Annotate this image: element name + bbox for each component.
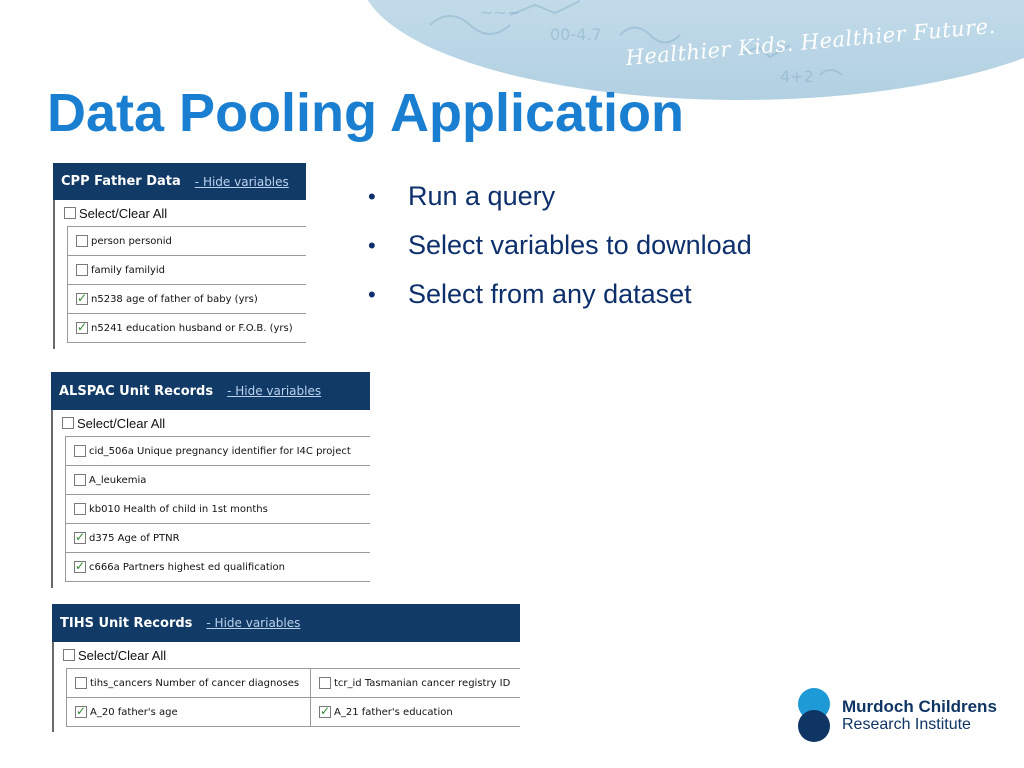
variables-table (67, 226, 306, 343)
table-row (67, 698, 521, 727)
table-row (66, 466, 371, 495)
panel-title: CPP Father Data (61, 174, 181, 189)
select-all-checkbox[interactable] (63, 649, 75, 661)
variable-checkbox[interactable] (76, 264, 88, 276)
hide-variables-link[interactable]: - Hide variables (206, 616, 301, 630)
panel-header (52, 604, 520, 642)
variable-label: n5238 age of father of baby (yrs) (91, 293, 258, 305)
variable-checkbox-checked[interactable] (74, 561, 86, 573)
logo-subtitle: Research Institute (842, 716, 971, 733)
select-clear-all[interactable] (55, 200, 306, 226)
variable-checkbox-checked[interactable] (75, 706, 87, 718)
table-row (66, 495, 371, 524)
variable-checkbox[interactable] (74, 474, 86, 486)
bullet-dot-icon: • (368, 281, 376, 307)
slide-title: Data Pooling Application (47, 83, 685, 143)
bullet-list (368, 172, 752, 319)
table-row (67, 669, 521, 698)
svg-text:00-4.7: 00-4.7 (550, 25, 602, 44)
table-row (66, 553, 371, 582)
variable-label: A_20 father's age (90, 706, 178, 718)
select-all-label: Select/Clear All (77, 415, 166, 431)
hide-variables-link[interactable]: - Hide variables (194, 174, 289, 189)
variable-label: A_21 father's education (334, 706, 453, 718)
variables-table (66, 668, 520, 727)
variable-checkbox-checked[interactable] (319, 706, 331, 718)
select-all-checkbox[interactable] (62, 417, 74, 429)
panel-alspac-unit-records (51, 372, 370, 588)
hide-variables-link[interactable]: - Hide variables (227, 384, 322, 398)
logo-name: Murdoch Childrens (842, 697, 997, 716)
variable-checkbox-checked[interactable] (76, 293, 88, 305)
select-clear-all[interactable] (54, 642, 520, 668)
table-row (66, 524, 371, 553)
variable-checkbox[interactable] (319, 677, 331, 689)
select-clear-all[interactable] (53, 410, 370, 436)
select-all-label: Select/Clear All (79, 205, 168, 221)
bullet-text: Run a query (408, 181, 556, 211)
svg-text:4+2: 4+2 (780, 67, 814, 86)
variable-label: c666a Partners highest ed qualification (89, 561, 286, 573)
variable-label: d375 Age of PTNR (89, 532, 180, 544)
variable-label: A_leukemia (89, 474, 147, 486)
bullet-text: Select variables to download (408, 230, 752, 260)
select-all-label: Select/Clear All (78, 647, 167, 663)
variable-checkbox[interactable] (76, 235, 88, 247)
variable-checkbox[interactable] (74, 503, 86, 515)
variable-checkbox[interactable] (74, 445, 86, 457)
table-row (66, 437, 371, 466)
panel-body (51, 410, 370, 588)
bullet-dot-icon: • (368, 183, 376, 209)
variable-label: kb010 Health of child in 1st months (89, 503, 268, 515)
bullet-dot-icon: • (368, 232, 376, 258)
table-row (68, 285, 307, 314)
variable-checkbox-checked[interactable] (74, 532, 86, 544)
panel-title: ALSPAC Unit Records (59, 383, 214, 399)
panel-body (52, 642, 520, 732)
table-row (68, 256, 307, 285)
variable-checkbox[interactable] (75, 677, 87, 689)
variables-table (65, 436, 370, 582)
select-all-checkbox[interactable] (64, 207, 76, 219)
variable-label: tihs_cancers Number of cancer diagnoses (90, 677, 300, 689)
panel-body (53, 200, 306, 349)
svg-text:~~~: ~~~ (480, 3, 521, 22)
variable-label: tcr_id Tasmanian cancer registry ID (334, 677, 511, 689)
bullet-item (368, 221, 752, 270)
panel-header (51, 372, 370, 410)
panel-tihs-unit-records (52, 604, 520, 732)
variable-checkbox-checked[interactable] (76, 322, 88, 334)
institute-logo (796, 688, 997, 744)
variable-label: cid_506a Unique pregnancy identifier for I4C project (89, 445, 351, 457)
table-row (68, 314, 307, 343)
table-row (68, 227, 307, 256)
variable-label: family familyid (91, 264, 166, 276)
panel-cpp-father-data (53, 163, 306, 349)
bullet-item (368, 172, 752, 221)
logo-circle-dark (798, 710, 830, 742)
logo-text (842, 698, 997, 734)
panel-title: TIHS Unit Records (60, 615, 193, 631)
tagline: Healthier Kids. Healthier Future. (624, 13, 997, 71)
logo-mark-icon (796, 688, 834, 744)
variable-label: person personid (91, 235, 172, 247)
bullet-item (368, 270, 752, 319)
bullet-text: Select from any dataset (408, 279, 692, 309)
panel-header (53, 163, 306, 200)
variable-label: n5241 education husband or F.O.B. (yrs) (91, 322, 293, 334)
